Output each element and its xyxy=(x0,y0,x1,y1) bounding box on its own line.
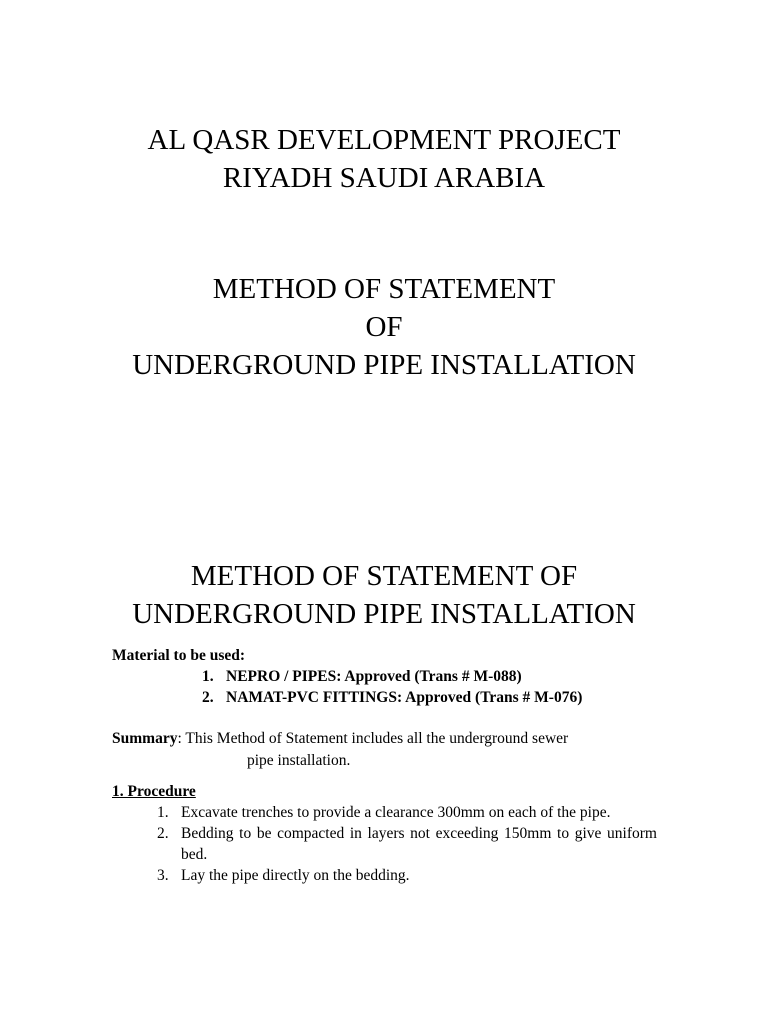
list-item-number: 2. xyxy=(202,689,214,706)
list-item-text: Bedding to be compacted in layers not exceeding 150mm to give uniform bed. xyxy=(181,825,657,863)
summary-label: Summary xyxy=(112,730,178,747)
list-item-text: Lay the pipe directly on the bedding. xyxy=(181,867,410,884)
list-item-text: NAMAT-PVC FITTINGS: Approved (Trans # M-076) xyxy=(226,689,583,706)
list-item xyxy=(202,666,582,687)
list-item-number: 2. xyxy=(157,825,169,842)
cover-title xyxy=(0,270,768,384)
cover-title-line1: METHOD OF STATEMENT xyxy=(212,273,556,305)
list-item xyxy=(157,865,657,886)
list-item-text: Excavate trenches to provide a clearance 300mm on each of the pipe. xyxy=(181,804,611,821)
procedure-heading: 1. Procedure xyxy=(112,783,196,800)
section-title-line2: UNDERGROUND PIPE INSTALLATION xyxy=(132,598,636,630)
summary-paragraph xyxy=(112,728,672,772)
material-list xyxy=(202,666,582,708)
material-heading: Material to be used: xyxy=(112,647,246,664)
list-item-number: 1. xyxy=(202,668,214,685)
cover-title-line3: UNDERGROUND PIPE INSTALLATION xyxy=(132,349,636,381)
list-item-text: NEPRO / PIPES: Approved (Trans # M-088) xyxy=(226,668,522,685)
project-name: AL QASR DEVELOPMENT PROJECT xyxy=(147,124,621,156)
list-item-number: 3. xyxy=(157,867,169,884)
list-item-number: 1. xyxy=(157,804,169,821)
summary-text: : This Method of Statement includes all the underground sewer xyxy=(177,730,569,747)
list-item xyxy=(202,687,582,708)
project-title xyxy=(0,121,768,197)
cover-title-line2: OF xyxy=(365,311,403,343)
list-item xyxy=(157,802,657,823)
summary-text-continued: pipe installation. xyxy=(247,752,351,769)
section-title-line1: METHOD OF STATEMENT OF xyxy=(190,560,578,592)
project-location: RIYADH SAUDI ARABIA xyxy=(222,162,546,194)
section-title xyxy=(0,557,768,633)
procedure-list xyxy=(157,802,657,886)
list-item xyxy=(157,823,657,865)
